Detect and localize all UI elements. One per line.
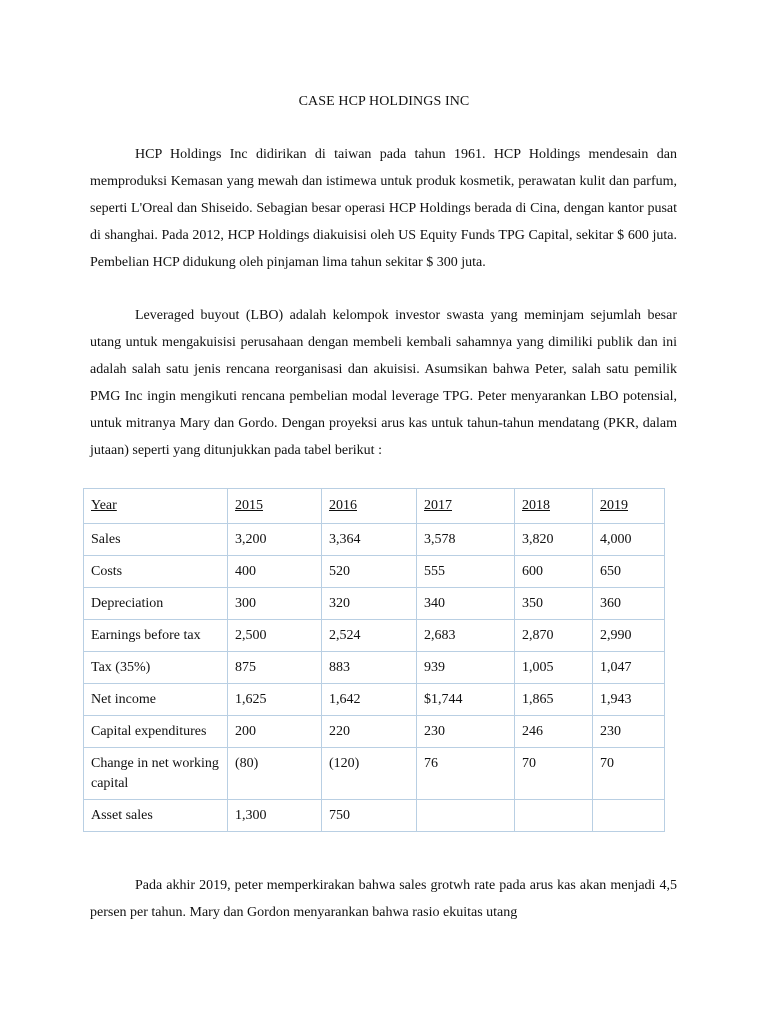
table-row — [84, 652, 665, 684]
header-cell: 2016 — [322, 489, 417, 524]
value-cell: 200 — [228, 716, 322, 748]
paragraph-conclusion: Pada akhir 2019, peter memperkirakan bahwa sales grotwh rate pada arus kas akan menjadi 4,5 persen per tahun. Mary dan Gordon menyarankan bahwa rasio ekuitas utang — [90, 878, 677, 920]
value-cell: 2,524 — [322, 620, 417, 652]
value-cell: 2,990 — [593, 620, 665, 652]
header-cell: Year — [84, 489, 228, 524]
value-cell: 400 — [228, 556, 322, 588]
value-cell: 230 — [417, 716, 515, 748]
table-row — [84, 716, 665, 748]
row-label-cell: Change in net working capital — [84, 748, 228, 800]
value-cell: 3,820 — [515, 524, 593, 556]
paragraph-lbo: Leveraged buyout (LBO) adalah kelompok investor swasta yang meminjam sejumlah besar utang untuk mengakuisisi perusahaan dengan membeli kembali sahamnya yang dimiliki publik dan ini adalah salah satu jenis rencana reorganisasi dan akuisisi. Asumsikan bahwa Peter, salah satu pemilik PMG Inc ingin mengikuti rencana pembelian modal leverage TPG. Peter menyarankan LBO potensial, untuk mitranya Mary dan Gordo. Dengan proyeksi arus kas untuk tahun-tahun mendatang (PKR, dalam jutaan) seperti yang ditunjukkan pada tabel berikut : — [90, 308, 677, 458]
value-cell — [417, 800, 515, 832]
value-cell: 230 — [593, 716, 665, 748]
header-cell: 2018 — [515, 489, 593, 524]
row-label-cell: Depreciation — [84, 588, 228, 620]
value-cell: 220 — [322, 716, 417, 748]
value-cell: 350 — [515, 588, 593, 620]
value-cell: 555 — [417, 556, 515, 588]
table-row — [84, 524, 665, 556]
value-cell: (80) — [228, 748, 322, 800]
value-cell: 340 — [417, 588, 515, 620]
value-cell: 70 — [593, 748, 665, 800]
header-cell: 2017 — [417, 489, 515, 524]
row-label-cell: Tax (35%) — [84, 652, 228, 684]
table-row — [84, 800, 665, 832]
value-cell: 1,865 — [515, 684, 593, 716]
value-cell: 70 — [515, 748, 593, 800]
value-cell: 650 — [593, 556, 665, 588]
value-cell: 300 — [228, 588, 322, 620]
header-cell: 2019 — [593, 489, 665, 524]
value-cell — [593, 800, 665, 832]
row-label-cell: Capital expenditures — [84, 716, 228, 748]
value-cell: 4,000 — [593, 524, 665, 556]
table-header-row — [84, 489, 665, 524]
table-row — [84, 748, 665, 800]
row-label-cell: Asset sales — [84, 800, 228, 832]
value-cell: (120) — [322, 748, 417, 800]
value-cell: 2,683 — [417, 620, 515, 652]
value-cell: 1,005 — [515, 652, 593, 684]
value-cell: 520 — [322, 556, 417, 588]
table-row — [84, 556, 665, 588]
value-cell: 1,943 — [593, 684, 665, 716]
value-cell: 360 — [593, 588, 665, 620]
value-cell: 600 — [515, 556, 593, 588]
value-cell: 3,578 — [417, 524, 515, 556]
value-cell: 875 — [228, 652, 322, 684]
value-cell: 883 — [322, 652, 417, 684]
value-cell: 3,364 — [322, 524, 417, 556]
value-cell — [515, 800, 593, 832]
value-cell: 3,200 — [228, 524, 322, 556]
value-cell: 750 — [322, 800, 417, 832]
row-label-cell: Net income — [84, 684, 228, 716]
value-cell: 939 — [417, 652, 515, 684]
value-cell: $1,744 — [417, 684, 515, 716]
value-cell: 2,500 — [228, 620, 322, 652]
table-row — [84, 588, 665, 620]
value-cell: 1,642 — [322, 684, 417, 716]
document-title: CASE HCP HOLDINGS INC — [298, 94, 470, 109]
value-cell: 320 — [322, 588, 417, 620]
value-cell: 1,625 — [228, 684, 322, 716]
value-cell: 1,047 — [593, 652, 665, 684]
paragraph-intro: HCP Holdings Inc didirikan di taiwan pada tahun 1961. HCP Holdings mendesain dan memproduksi Kemasan yang mewah dan istimewa untuk produk kosmetik, perawatan kulit dan parfum, seperti L'Oreal dan Shiseido. Sebagian besar operasi HCP Holdings berada di Cina, dengan kantor pusat di shanghai. Pada 2012, HCP Holdings diakuisisi oleh US Equity Funds TPG Capital, sekitar $ 600 juta. Pembelian HCP didukung oleh pinjaman lima tahun sekitar $ 300 juta. — [90, 147, 677, 270]
row-label-cell: Earnings before tax — [84, 620, 228, 652]
value-cell: 76 — [417, 748, 515, 800]
value-cell: 2,870 — [515, 620, 593, 652]
value-cell: 1,300 — [228, 800, 322, 832]
row-label-cell: Costs — [84, 556, 228, 588]
header-cell: 2015 — [228, 489, 322, 524]
table-row — [84, 620, 665, 652]
table-row — [84, 684, 665, 716]
value-cell: 246 — [515, 716, 593, 748]
cash-flow-table — [83, 488, 665, 832]
row-label-cell: Sales — [84, 524, 228, 556]
